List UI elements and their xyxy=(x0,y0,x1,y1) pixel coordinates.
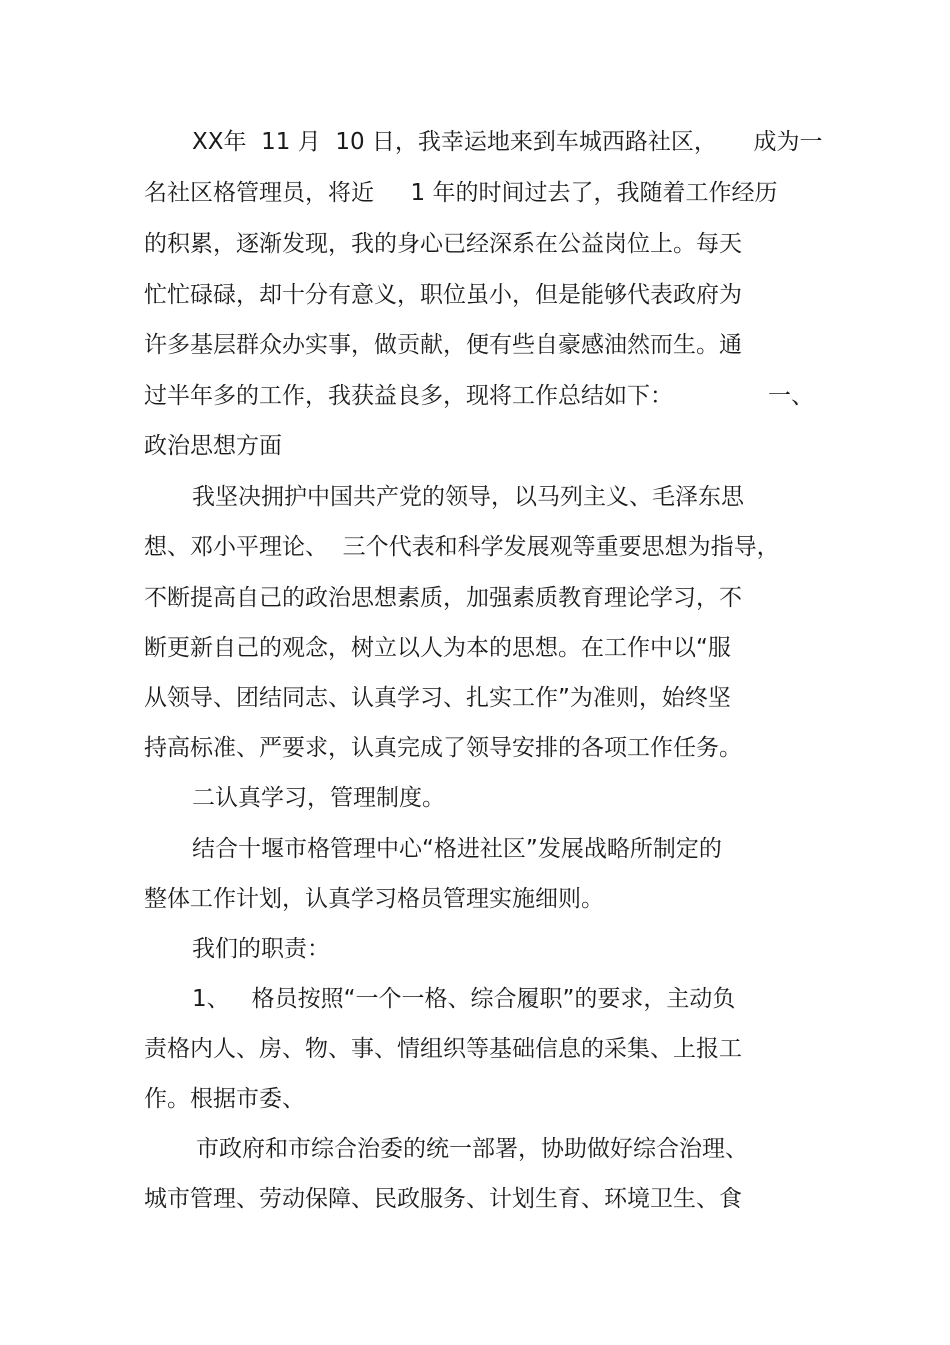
text-line: 我们的职责： xyxy=(192,936,330,962)
text-line: 持高标准、严要求，认真完成了领导安排的各项工作任务。 xyxy=(144,735,742,761)
text-line: 不断提高自己的政治思想素质，加强素质教育理论学习，不 xyxy=(144,585,742,611)
text-line: 想、邓小平理论、 三个代表和科学发展观等重要思想为指导， xyxy=(144,534,780,560)
text-line: 市政府和市综合治委的统一部署，协助做好综合治理、 xyxy=(196,1136,748,1162)
text-line: 的积累，逐渐发现，我的身心已经深系在公益岗位上。每天 xyxy=(144,231,742,257)
text-line: XX年 11 月 10 日，我幸运地来到车城西路社区， 成为一 xyxy=(192,129,823,155)
text-line: 许多基层群众办实事，做贡献，便有些自豪感油然而生。通 xyxy=(144,332,742,358)
text-line: 政治思想方面 xyxy=(144,433,282,459)
text-line: 1、 格员按照“一个一格、综合履职”的要求，主动负 xyxy=(192,986,736,1012)
text-line: 我坚决拥护中国共产党的领导，以马列主义、毛泽东思 xyxy=(192,484,744,510)
text-line: 整体工作计划，认真学习格员管理实施细则。 xyxy=(144,886,604,912)
text-line: 忙忙碌碌，却十分有意义，职位虽小，但是能够代表政府为 xyxy=(144,282,742,308)
text-line: 名社区格管理员，将近 1 年的时间过去了，我随着工作经历 xyxy=(144,180,778,206)
text-line: 过半年多的工作，我获益良多，现将工作总结如下： 一、 xyxy=(144,383,815,409)
text-line: 结合十堰市格管理中心“格进社区”发展战略所制定的 xyxy=(192,836,722,862)
text-line: 二认真学习，管理制度。 xyxy=(192,785,445,811)
text-line: 城市管理、劳动保障、民政服务、计划生育、环境卫生、食 xyxy=(144,1186,742,1212)
text-line: 从领导、团结同志、认真学习、扎实工作”为准则，始终坚 xyxy=(144,685,731,711)
text-line: 责格内人、房、物、事、情组织等基础信息的采集、上报工 xyxy=(144,1036,742,1062)
text-line: 作。根据市委、 xyxy=(144,1086,305,1112)
text-line: 断更新自己的观念，树立以人为本的思想。在工作中以“服 xyxy=(144,635,731,661)
